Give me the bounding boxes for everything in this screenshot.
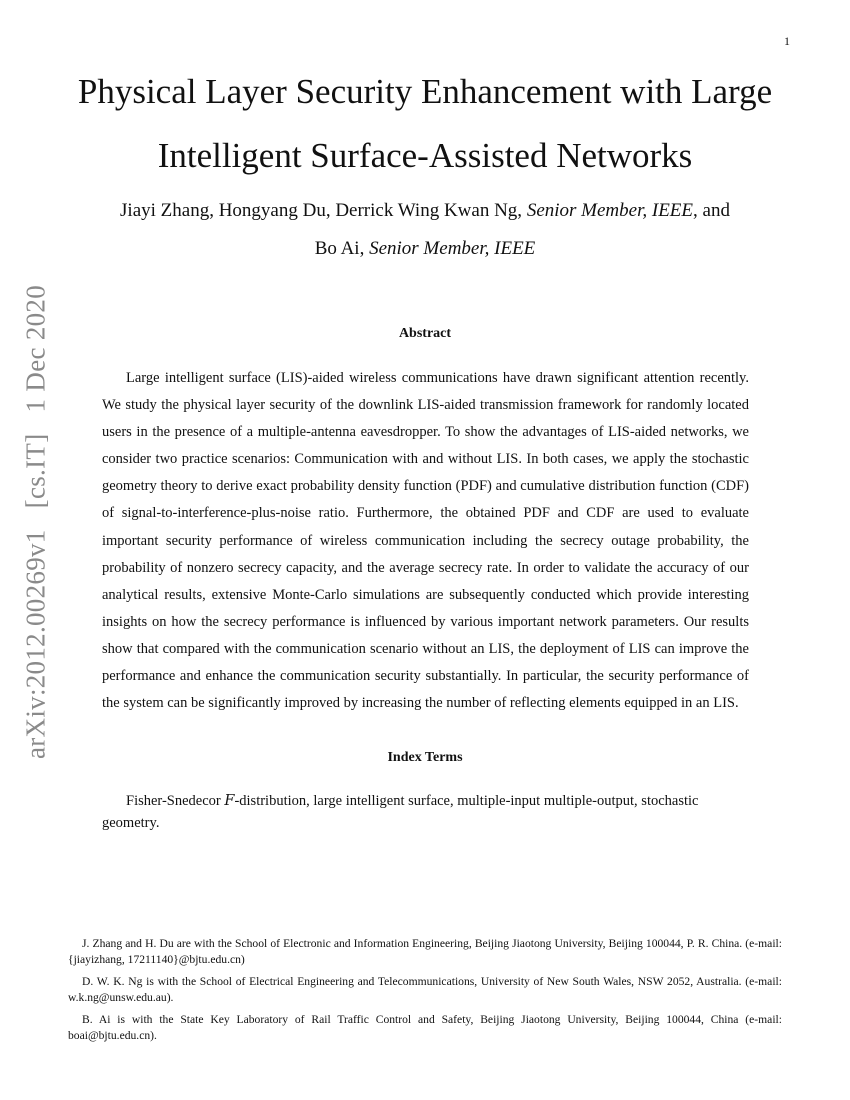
- f-distribution-symbol: F: [224, 793, 235, 809]
- index-terms-prefix: Fisher-Snedecor: [126, 793, 225, 809]
- author-list: [60, 192, 790, 268]
- author-conjunction: , and: [693, 200, 730, 221]
- page-number: 1: [784, 34, 790, 48]
- title-line-1: Physical Layer Security Enhancement with Large: [77, 72, 773, 111]
- author-role-line-1: Senior Member, IEEE: [526, 200, 694, 221]
- index-terms-text: [102, 790, 749, 834]
- title-line-2: Intelligent Surface-Assisted Networks: [157, 136, 693, 175]
- arxiv-id: arXiv:2012.00269v1: [20, 529, 51, 760]
- footnote-zhang-du: J. Zhang and H. Du are with the School of Electronic and Information Engineering, Beijing Jiaotong University, Beijing 100044, P. R. China. (e-mail: {jiayizhang, 17211140}@bjtu.edu.cn): [68, 937, 782, 966]
- arxiv-category: [cs.IT]: [20, 433, 51, 509]
- author-role-line-2: Senior Member, IEEE: [369, 238, 536, 259]
- index-terms-suffix: -distribution, large intelligent surface, multiple-input multiple-output, stochastic geometry.: [102, 793, 699, 831]
- abstract-text: Large intelligent surface (LIS)-aided wireless communications have drawn significant attention recently. We study the physical layer security of the downlink LIS-aided transmission framework for randomly located users in the presence of a multiple-antenna eavesdropper. To show the advantages of LIS-aided networks, we consider two practice scenarios: Communication with and without LIS. In both cases, we apply the stochastic geometry theory to derive exact probability density function (PDF) and cumulative distribution function (CDF) of signal-to-interference-plus-noise ratio. Furthermore, the obtained PDF and CDF are used to evaluate important security performance of wireless communication including the secrecy outage probability, the probability of nonzero secrecy capacity, and the average secrecy rate. In order to validate the accuracy of our analytical results, extensive Monte-Carlo simulations are subsequently conducted which provide interesting insights on how the secrecy performance is influenced by various important network parameters. Our results show that compared with the communication scenario without an LIS, the deployment of LIS can improve the performance and enhance the communication security substantially. In particular, the security performance of the system can be significantly improved by increasing the number of reflecting elements equipped in an LIS.: [102, 370, 749, 712]
- arxiv-date: 1 Dec 2020: [20, 284, 51, 413]
- paper-title: [60, 60, 790, 188]
- footnote-ng: D. W. K. Ng is with the School of Electrical Engineering and Telecommunications, University of New South Wales, NSW 2052, Australia. (e-mail: w.k.ng@unsw.edu.au).: [68, 975, 782, 1004]
- arxiv-identifier-stamp: [21, 271, 52, 759]
- author-name-line-2: Bo Ai,: [314, 238, 370, 259]
- footnote-ai: B. Ai is with the State Key Laboratory of Rail Traffic Control and Safety, Beijing Jiaotong University, Beijing 100044, China (e-mail: boai@bjtu.edu.cn).: [68, 1013, 782, 1042]
- author-affiliation-footnotes: [68, 936, 782, 1050]
- author-names-line-1: Jiayi Zhang, Hongyang Du, Derrick Wing Kwan Ng,: [120, 200, 527, 221]
- abstract-heading: Abstract: [398, 326, 452, 341]
- index-terms-heading: Index Terms: [387, 750, 463, 765]
